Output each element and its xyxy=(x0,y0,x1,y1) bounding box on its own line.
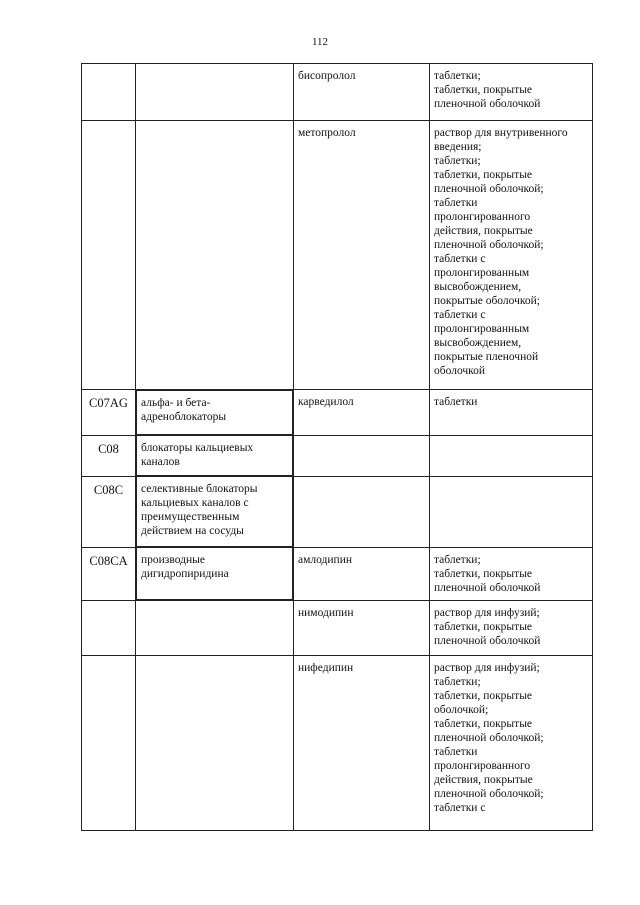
table-row xyxy=(82,601,593,656)
dosage-form-line: высвобождением, xyxy=(434,281,522,293)
atc-code-cell xyxy=(82,656,136,831)
dosage-form-line: пролонгированным xyxy=(434,267,530,279)
table-row xyxy=(82,656,593,831)
atc-code-cell: C08C xyxy=(82,476,136,547)
dosage-form-line: таблетки, покрытые xyxy=(434,690,533,702)
drug-name-cell: карведилол xyxy=(294,390,430,436)
pharm-group-cell: блокаторы кальциевых каналов xyxy=(136,435,293,476)
table-row xyxy=(82,547,593,601)
atc-code-cell: C07AG xyxy=(82,390,136,436)
dosage-form-line: оболочкой; xyxy=(434,704,489,716)
pharm-group-cell xyxy=(136,64,294,121)
pharm-group-cell xyxy=(136,121,294,390)
dosage-form-line: таблетки; xyxy=(434,70,481,82)
medicine-table xyxy=(81,63,593,831)
dosage-form-line: таблетки; xyxy=(434,553,481,566)
drug-name-cell xyxy=(294,476,430,547)
dosage-form-line: таблетки; xyxy=(434,676,481,688)
dosage-form-line: пролонгированным xyxy=(434,323,530,335)
dosage-form-line: таблетки с xyxy=(434,253,486,265)
dosage-forms-cell xyxy=(430,390,593,436)
dosage-form-line: оболочкой xyxy=(434,365,486,377)
drug-name-cell xyxy=(294,435,430,476)
dosage-form-line: пленочной оболочкой xyxy=(434,98,541,110)
dosage-form-line: таблетки с xyxy=(434,309,486,321)
table-row xyxy=(82,64,593,121)
dosage-forms-cell xyxy=(430,476,593,547)
dosage-form-line: действия, покрытые xyxy=(434,774,533,786)
dosage-form-line: таблетки xyxy=(434,197,478,209)
dosage-form-line: введения; xyxy=(434,141,482,153)
dosage-forms-cell xyxy=(430,121,593,390)
dosage-form-line: таблетки, покрытые xyxy=(434,718,533,730)
dosage-form-line: таблетки; xyxy=(434,155,481,167)
table-row xyxy=(82,121,593,390)
dosage-form-line: таблетки xyxy=(434,396,478,408)
drug-name-cell: метопролол xyxy=(294,121,430,390)
pharm-group-cell: альфа- и бета- адреноблокаторы xyxy=(136,390,293,435)
dosage-form-line: раствор для инфузий; xyxy=(434,662,540,674)
table-row xyxy=(82,476,593,547)
dosage-form-line: раствор для внутривенного xyxy=(434,127,568,139)
atc-code-cell xyxy=(82,64,136,121)
dosage-form-line: пленочной оболочкой; xyxy=(434,183,544,195)
dosage-form-line: покрытые оболочкой; xyxy=(434,295,540,307)
dosage-forms-cell xyxy=(430,547,593,601)
dosage-form-line: пролонгированного xyxy=(434,760,531,772)
dosage-form-line: раствор для инфузий; xyxy=(434,607,540,619)
dosage-form-line: действия, покрытые xyxy=(434,225,533,237)
table-row xyxy=(82,390,593,436)
dosage-form-line: покрытые пленочной xyxy=(434,351,539,363)
dosage-forms-cell xyxy=(430,656,593,831)
dosage-form-line: пленочной оболочкой; xyxy=(434,732,544,744)
atc-code-cell xyxy=(82,121,136,390)
dosage-form-line: пленочной оболочкой xyxy=(434,635,541,647)
pharm-group-cell xyxy=(136,656,294,831)
dosage-form-line: пленочной оболочкой; xyxy=(434,239,544,251)
atc-code-cell: C08 xyxy=(82,435,136,476)
drug-name-cell: амлодипин xyxy=(294,547,430,601)
pharm-group-cell: селективные блокаторы кальциевых каналов с преимущественным действием на сосуды xyxy=(136,476,293,547)
dosage-form-line: таблетки, покрытые xyxy=(434,567,533,580)
pharm-group-cell xyxy=(136,601,294,656)
atc-code-cell xyxy=(82,601,136,656)
page-number: 112 xyxy=(311,36,329,48)
dosage-form-line: таблетки с xyxy=(434,802,486,814)
dosage-forms-cell xyxy=(430,601,593,656)
dosage-forms-cell xyxy=(430,64,593,121)
drug-name-cell: нифедипин xyxy=(294,656,430,831)
dosage-form-line: таблетки, покрытые xyxy=(434,169,533,181)
dosage-form-line: пленочной оболочкой; xyxy=(434,788,544,800)
dosage-form-line: пленочной оболочкой xyxy=(434,581,541,594)
dosage-forms-cell xyxy=(430,435,593,476)
dosage-form-line: пролонгированного xyxy=(434,211,531,223)
dosage-form-line: высвобождением, xyxy=(434,337,522,349)
drug-name-cell: нимодипин xyxy=(294,601,430,656)
dosage-form-line: таблетки, покрытые xyxy=(434,621,533,633)
drug-name-cell: бисопролол xyxy=(294,64,430,121)
atc-code-cell: C08CA xyxy=(82,547,136,601)
table-row xyxy=(82,435,593,476)
pharm-group-cell: производные дигидропиридина xyxy=(136,547,293,600)
dosage-form-line: таблетки, покрытые xyxy=(434,84,533,96)
dosage-form-line: таблетки xyxy=(434,746,478,758)
